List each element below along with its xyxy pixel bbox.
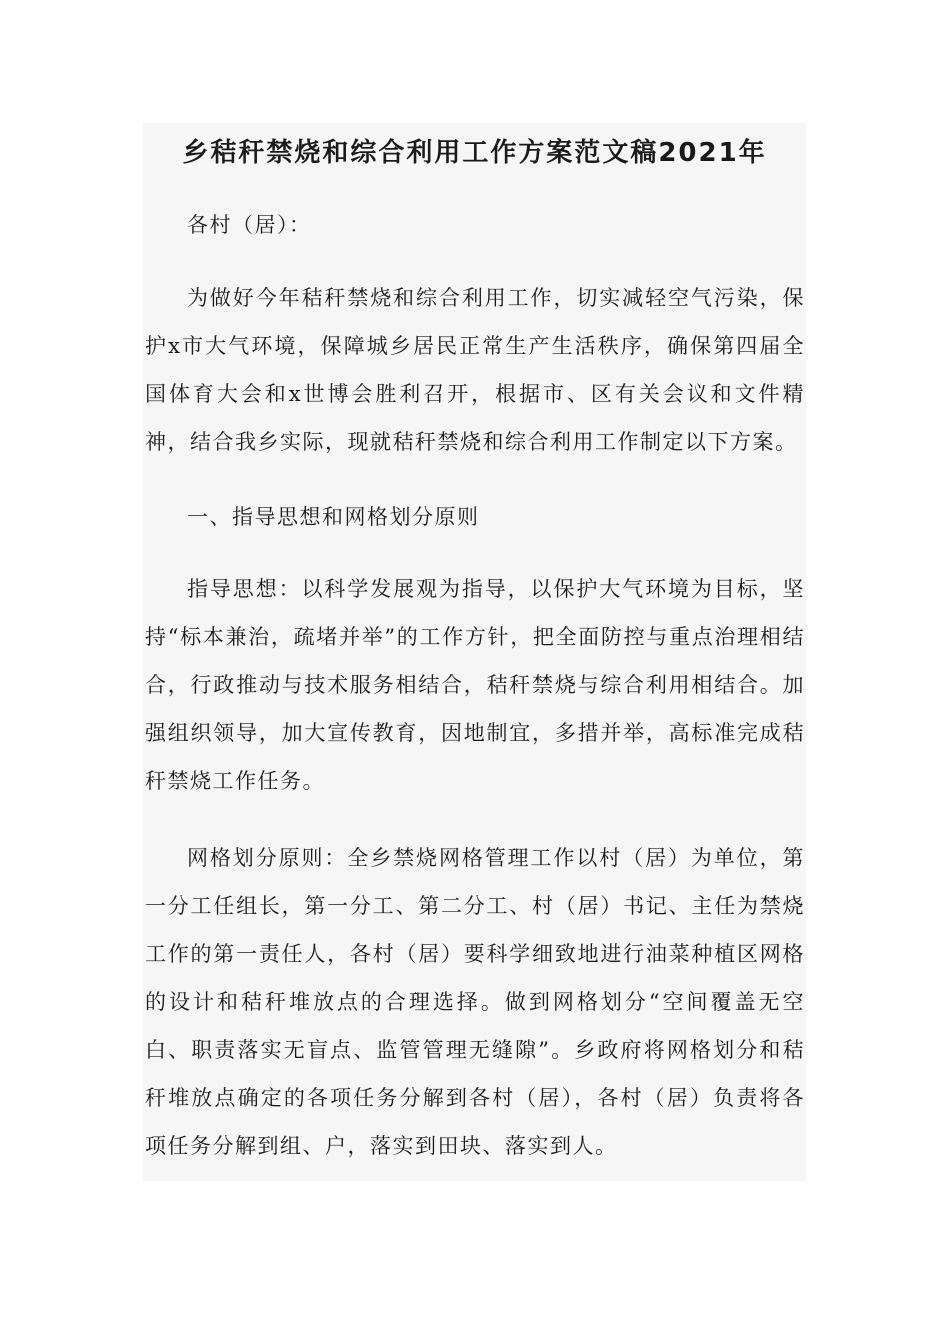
document-title: 乡秸秆禁烧和综合利用工作方案范文稿2021年 bbox=[182, 138, 767, 168]
paragraph-guiding-thought: 指导思想：以科学发展观为指导，以保护大气环境为目标，坚持“标本兼治，疏堵并举”的工作方针，把全面防控与重点治理相结合，行政推动与技术服务相结合，秸秆禁烧与综合利用相结合。加强组织领导，加大宣传教育，因地制宜，多措并举，高标准完成秸秆禁烧工作任务。 bbox=[145, 577, 805, 793]
section-heading: 一、指导思想和网格划分原则 bbox=[187, 505, 480, 529]
document-page bbox=[143, 123, 806, 1181]
salutation: 各村（居）： bbox=[187, 213, 312, 237]
paragraph-intro: 为做好今年秸秆禁烧和综合利用工作，切实减轻空气污染，保护x市大气环境，保障城乡居民正常生产生活秩序，确保第四届全国体育大会和x世博会胜利召开，根据市、区有关会议和文件精神，结合我乡实际，现就秸秆禁烧和综合利用工作制定以下方案。 bbox=[145, 286, 805, 454]
paragraph-grid-principle: 网格划分原则：全乡禁烧网格管理工作以村（居）为单位，第一分工任组长，第一分工、第二分工、村（居）书记、主任为禁烧工作的第一责任人，各村（居）要科学细致地进行油菜种植区网格的设计和秸秆堆放点的合理选择。做到网格划分“空间覆盖无空白、职责落实无盲点、监管管理无缝隙”。乡政府将网格划分和秸秆堆放点确定的各项任务分解到各村（居），各村（居）负责将各项任务分解到组、户，落实到田块、落实到人。 bbox=[145, 846, 805, 1158]
